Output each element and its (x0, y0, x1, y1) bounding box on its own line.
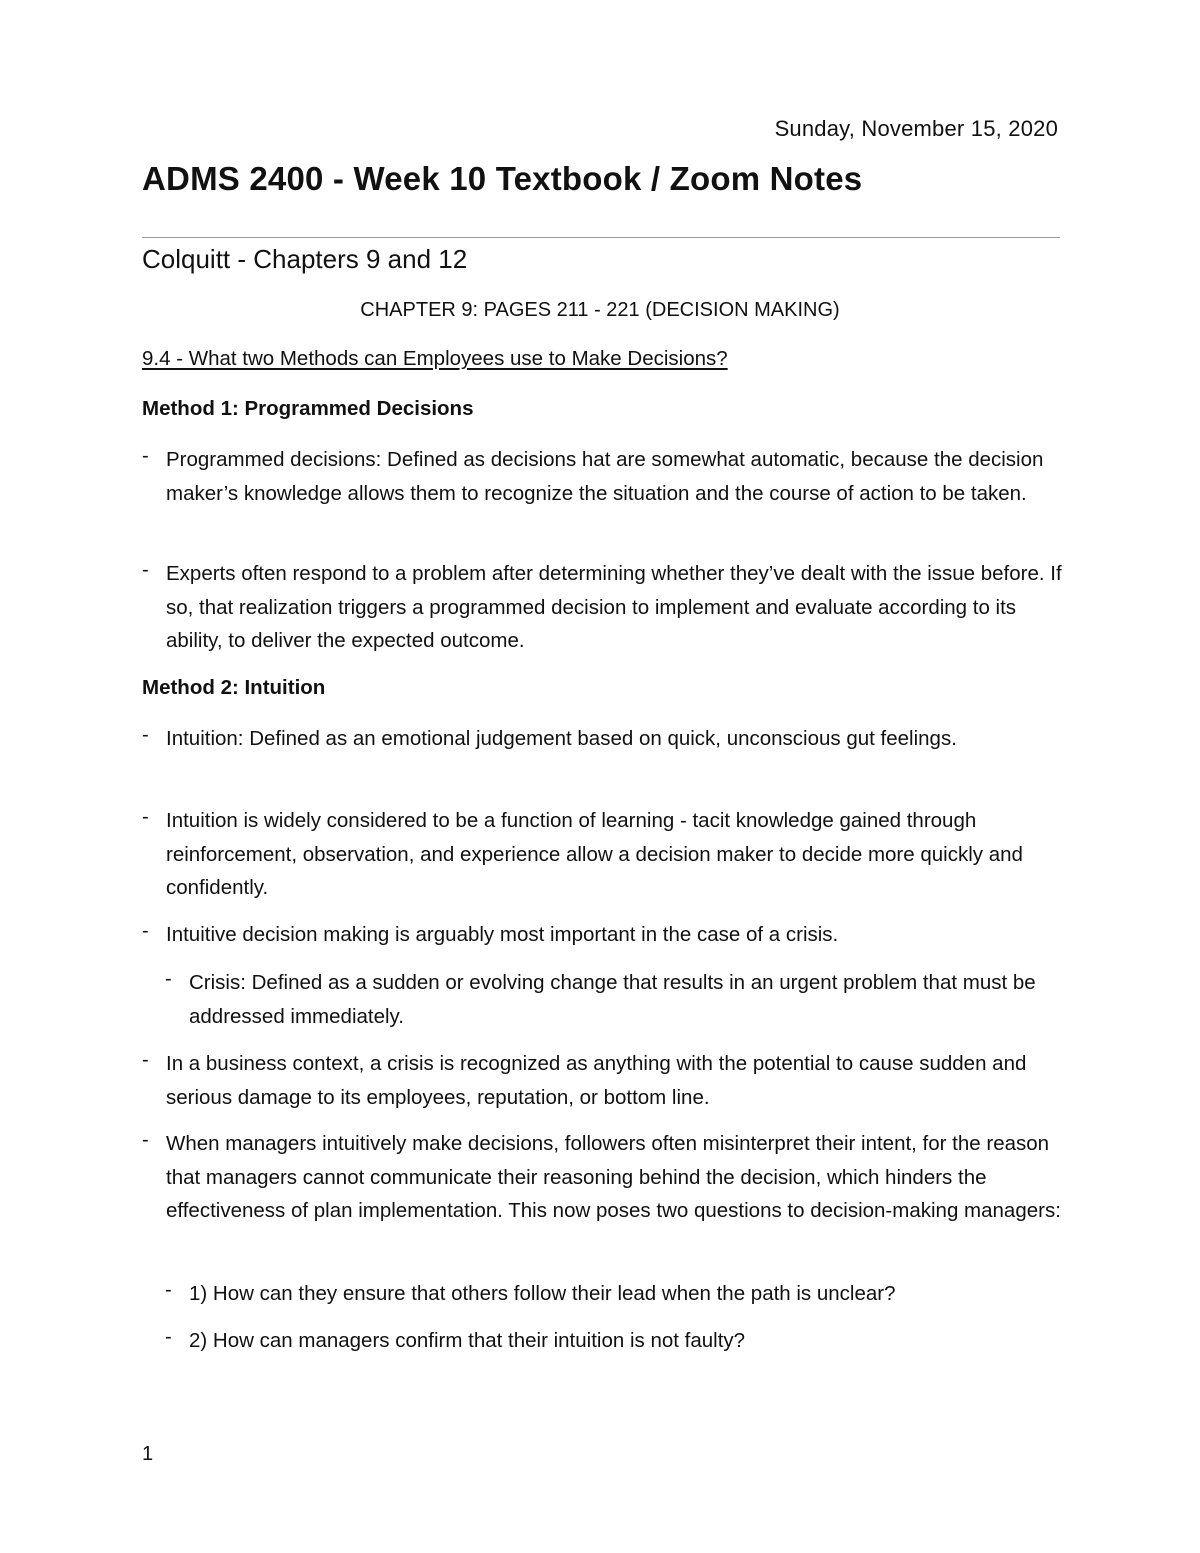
document-subtitle: Colquitt - Chapters 9 and 12 (142, 244, 468, 274)
bullet-dash: - (142, 559, 149, 581)
page-number: 1 (142, 1443, 154, 1465)
list-item (142, 443, 1062, 510)
list-item-text: 1) How can they ensure that others follow their lead when the path is unclear? (189, 1282, 896, 1305)
bullet-dash: - (142, 445, 149, 467)
bullet-dash: - (142, 724, 149, 746)
list-item-text: Experts often respond to a problem after determining whether they’ve dealt with the issue before. If so, that realization triggers a programmed decision to implement and evaluate according to its ability, to deliver the expected outcome. (166, 562, 1062, 652)
list-item (142, 1127, 1062, 1228)
list-item-text: Intuitive decision making is arguably most important in the case of a crisis. (166, 923, 839, 946)
sub-list-item (165, 1277, 1062, 1311)
document-date: Sunday, November 15, 2020 (774, 116, 1058, 141)
bullet-dash: - (165, 1326, 172, 1348)
section-question: 9.4 - What two Methods can Employees use to Make Decisions? (142, 347, 728, 370)
bullet-dash: - (142, 1129, 149, 1151)
list-item-text: Intuition is widely considered to be a function of learning - tacit knowledge gained through reinforcement, observation, and experience allow a decision maker to decide more quickly and confidently. (166, 809, 1023, 899)
bullet-dash: - (142, 1049, 149, 1071)
sub-list-item (165, 1324, 1062, 1358)
bullet-dash: - (165, 1279, 172, 1301)
list-item-text: Programmed decisions: Defined as decisions hat are somewhat automatic, because the decision maker’s knowledge allows them to recognize the situation and the course of action to be taken. (166, 448, 1044, 505)
list-item-text: Crisis: Defined as a sudden or evolving change that results in an urgent problem that must be addressed immediately. (189, 971, 1036, 1028)
bullet-dash: - (142, 920, 149, 942)
method-1-heading: Method 1: Programmed Decisions (142, 397, 474, 420)
list-item (142, 557, 1062, 658)
bullet-dash: - (165, 968, 172, 990)
list-item (142, 722, 1062, 756)
list-item (142, 804, 1062, 905)
list-item-text: Intuition: Defined as an emotional judgement based on quick, unconscious gut feelings. (166, 727, 957, 750)
list-item (142, 918, 1062, 952)
title-divider (142, 237, 1060, 238)
list-item-text: When managers intuitively make decisions, followers often misinterpret their intent, for the reason that managers cannot communicate their reasoning behind the decision, which hinders the effectiveness of plan implementation. This now poses two questions to decision-making managers: (166, 1132, 1061, 1222)
document-title: ADMS 2400 - Week 10 Textbook / Zoom Notes (142, 160, 863, 197)
list-item (142, 1047, 1062, 1114)
bullet-dash: - (142, 806, 149, 828)
list-item-text: In a business context, a crisis is recognized as anything with the potential to cause sudden and serious damage to its employees, reputation, or bottom line. (166, 1052, 1027, 1109)
method-2-heading: Method 2: Intuition (142, 676, 326, 699)
chapter-heading: CHAPTER 9: PAGES 211 - 221 (DECISION MAKING) (360, 299, 840, 321)
list-item-text: 2) How can managers confirm that their intuition is not faulty? (189, 1329, 746, 1352)
sub-list-item (165, 966, 1062, 1033)
